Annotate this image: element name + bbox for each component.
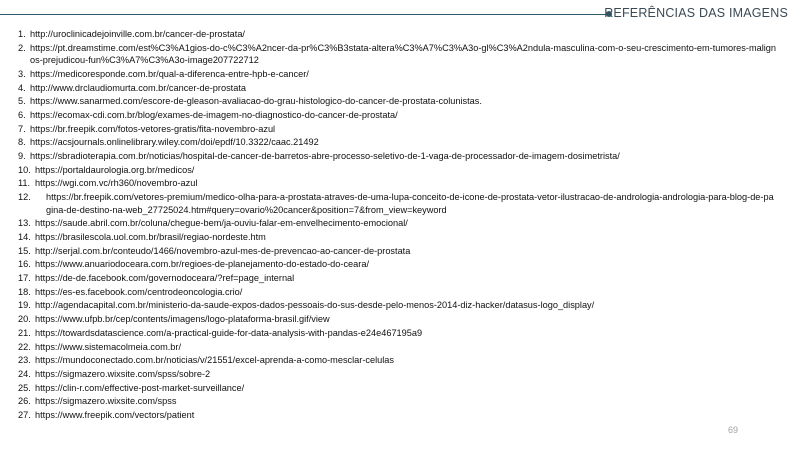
reference-number: 27. [18, 410, 31, 421]
reference-link[interactable]: https://sigmazero.wixsite.com/spss/sobre-2 [35, 368, 211, 379]
reference-item [18, 177, 778, 189]
reference-number: 17. [18, 273, 31, 284]
reference-item [18, 109, 778, 121]
reference-number: 4. [18, 82, 26, 93]
reference-number: 15. [18, 245, 31, 256]
reference-item [18, 368, 778, 380]
header-divider-line [0, 14, 608, 15]
reference-number: 16. [18, 259, 31, 270]
reference-number: 1. [18, 29, 26, 39]
reference-link[interactable]: http://uroclinicadejoinville.com.br/cancer-de-prostata/ [30, 29, 245, 39]
reference-link[interactable]: https://brasilescola.uol.com.br/brasil/regiao-nordeste.htm [35, 231, 266, 242]
reference-number: 12. [18, 192, 31, 203]
reference-number: 22. [18, 341, 31, 352]
reference-number: 14. [18, 231, 31, 242]
reference-link[interactable]: https://br.freepik.com/vetores-premium/medico-olha-para-a-prostata-atraves-de-uma-lupa-conceito-de-icone-de-prostata-vetor-ilustracao-de-andrologia-andrologia-para-blog-de-pagina-de-destino-na-web_27725024.htm#query=ovario%20cancer&position=7&from_view=keyword [46, 192, 774, 215]
reference-item [18, 299, 778, 311]
reference-link[interactable]: https://www.anuariodoceara.com.br/regioes-de-planejamento-do-estado-do-ceara/ [35, 259, 369, 270]
reference-item [18, 286, 778, 298]
reference-number: 18. [18, 286, 31, 297]
reference-link[interactable]: https://de-de.facebook.com/governodoceara/?ref=page_internal [35, 273, 295, 284]
reference-number: 25. [18, 382, 31, 393]
reference-item [18, 82, 778, 94]
reference-item [18, 409, 778, 421]
reference-link[interactable]: http://www.drclaudiomurta.com.br/cancer-de-prostata [30, 82, 246, 93]
reference-item [18, 123, 778, 135]
reference-number: 24. [18, 368, 31, 379]
reference-link[interactable]: https://www.ufpb.br/cep/contents/imagens/logo-plataforma-brasil.gif/view [35, 314, 330, 325]
reference-item [18, 231, 778, 243]
reference-link[interactable]: https://sbradioterapia.com.br/noticias/hospital-de-cancer-de-barretos-abre-processo-seletivo-de-1-vaga-de-processador-de-imagem-dosimetrista/ [30, 151, 620, 162]
page-title: REFERÊNCIAS DAS IMAGENS [604, 6, 788, 20]
reference-link[interactable]: https://saude.abril.com.br/coluna/chegue-bem/ja-ouviu-falar-em-envelhecimento-emocional/ [35, 218, 408, 229]
reference-number: 6. [18, 109, 26, 120]
reference-link[interactable]: https://clin-r.com/effective-post-market-surveillance/ [35, 382, 245, 393]
reference-item [18, 164, 778, 176]
reference-link[interactable]: https://es-es.facebook.com/centrodeoncologia.crio/ [35, 286, 243, 297]
reference-link[interactable]: http://agendacapital.com.br/ministerio-da-saude-expos-dados-pessoais-do-sus-desde-pelo-menos-2014-diz-hacker/datasus-logo_display/ [35, 300, 595, 311]
reference-item [18, 272, 778, 284]
reference-list [18, 28, 778, 423]
reference-number: 5. [18, 96, 26, 107]
reference-item [18, 341, 778, 353]
reference-item [18, 354, 778, 366]
reference-link[interactable]: https://acsjournals.onlinelibrary.wiley.com/doi/epdf/10.3322/caac.21492 [30, 137, 319, 148]
reference-item [18, 395, 778, 407]
reference-item [18, 313, 778, 325]
reference-number: 2. [18, 42, 26, 53]
reference-number: 19. [18, 300, 31, 311]
reference-item [18, 42, 778, 67]
reference-link[interactable]: https://portaldaurologia.org.br/medicos/ [35, 164, 195, 175]
reference-number: 23. [18, 355, 31, 366]
reference-number: 11. [18, 178, 31, 189]
reference-number: 13. [18, 218, 31, 229]
reference-item [18, 327, 778, 339]
reference-link[interactable]: http://serjal.com.br/conteudo/1466/novembro-azul-mes-de-prevencao-ao-cancer-de-prostata [35, 245, 411, 256]
reference-link[interactable]: https://www.sanarmed.com/escore-de-gleason-avaliacao-do-grau-histologico-do-cancer-de-prostata-colunistas. [30, 96, 482, 107]
reference-link[interactable]: https://www.sistemacolmeia.com.br/ [35, 341, 182, 352]
reference-item [18, 95, 778, 107]
reference-number: 21. [18, 327, 31, 338]
reference-item [18, 258, 778, 270]
reference-link[interactable]: https://towardsdatascience.com/a-practical-guide-for-data-analysis-with-pandas-e24e467195a9 [35, 327, 423, 338]
reference-link[interactable]: https://wgi.com.vc/rh360/novembro-azul [35, 178, 198, 189]
reference-item [18, 68, 778, 80]
reference-number: 3. [18, 68, 26, 79]
reference-link[interactable]: https://medicoresponde.com.br/qual-a-diferenca-entre-hpb-e-cancer/ [30, 68, 309, 79]
reference-item [18, 150, 778, 162]
reference-item [18, 217, 778, 229]
reference-item [18, 382, 778, 394]
reference-item [18, 245, 778, 257]
reference-link[interactable]: https://sigmazero.wixsite.com/spss [35, 396, 177, 407]
reference-number: 9. [18, 151, 26, 162]
reference-link[interactable]: https://br.freepik.com/fotos-vetores-gratis/fita-novembro-azul [30, 123, 276, 134]
reference-link[interactable]: https://www.freepik.com/vectors/patient [35, 410, 195, 421]
reference-link[interactable]: https://mundoconectado.com.br/noticias/v/21551/excel-aprenda-a-como-mesclar-celulas [35, 355, 394, 366]
reference-number: 20. [18, 314, 31, 325]
reference-link[interactable]: https://ecomax-cdi.com.br/blog/exames-de-imagem-no-diagnostico-do-cancer-de-prostata/ [30, 109, 398, 120]
reference-number: 26. [18, 396, 31, 407]
reference-number: 10. [18, 164, 31, 175]
reference-number: 8. [18, 137, 26, 148]
reference-item [18, 28, 778, 40]
reference-item [18, 136, 778, 148]
reference-link[interactable]: https://pt.dreamstime.com/est%C3%A1gios-do-c%C3%A2ncer-da-pr%C3%B3stata-altera%C3%A7%C3%A3o-gl%C3%A2ndula-masculina-com-o-seu-crescimento-em-tumores-malignos-prejudicou-fun%C3%A7%C3%A3o-image207722712 [30, 42, 777, 66]
page-number: 69 [728, 425, 739, 435]
reference-item [18, 191, 778, 216]
reference-number: 7. [18, 123, 26, 134]
